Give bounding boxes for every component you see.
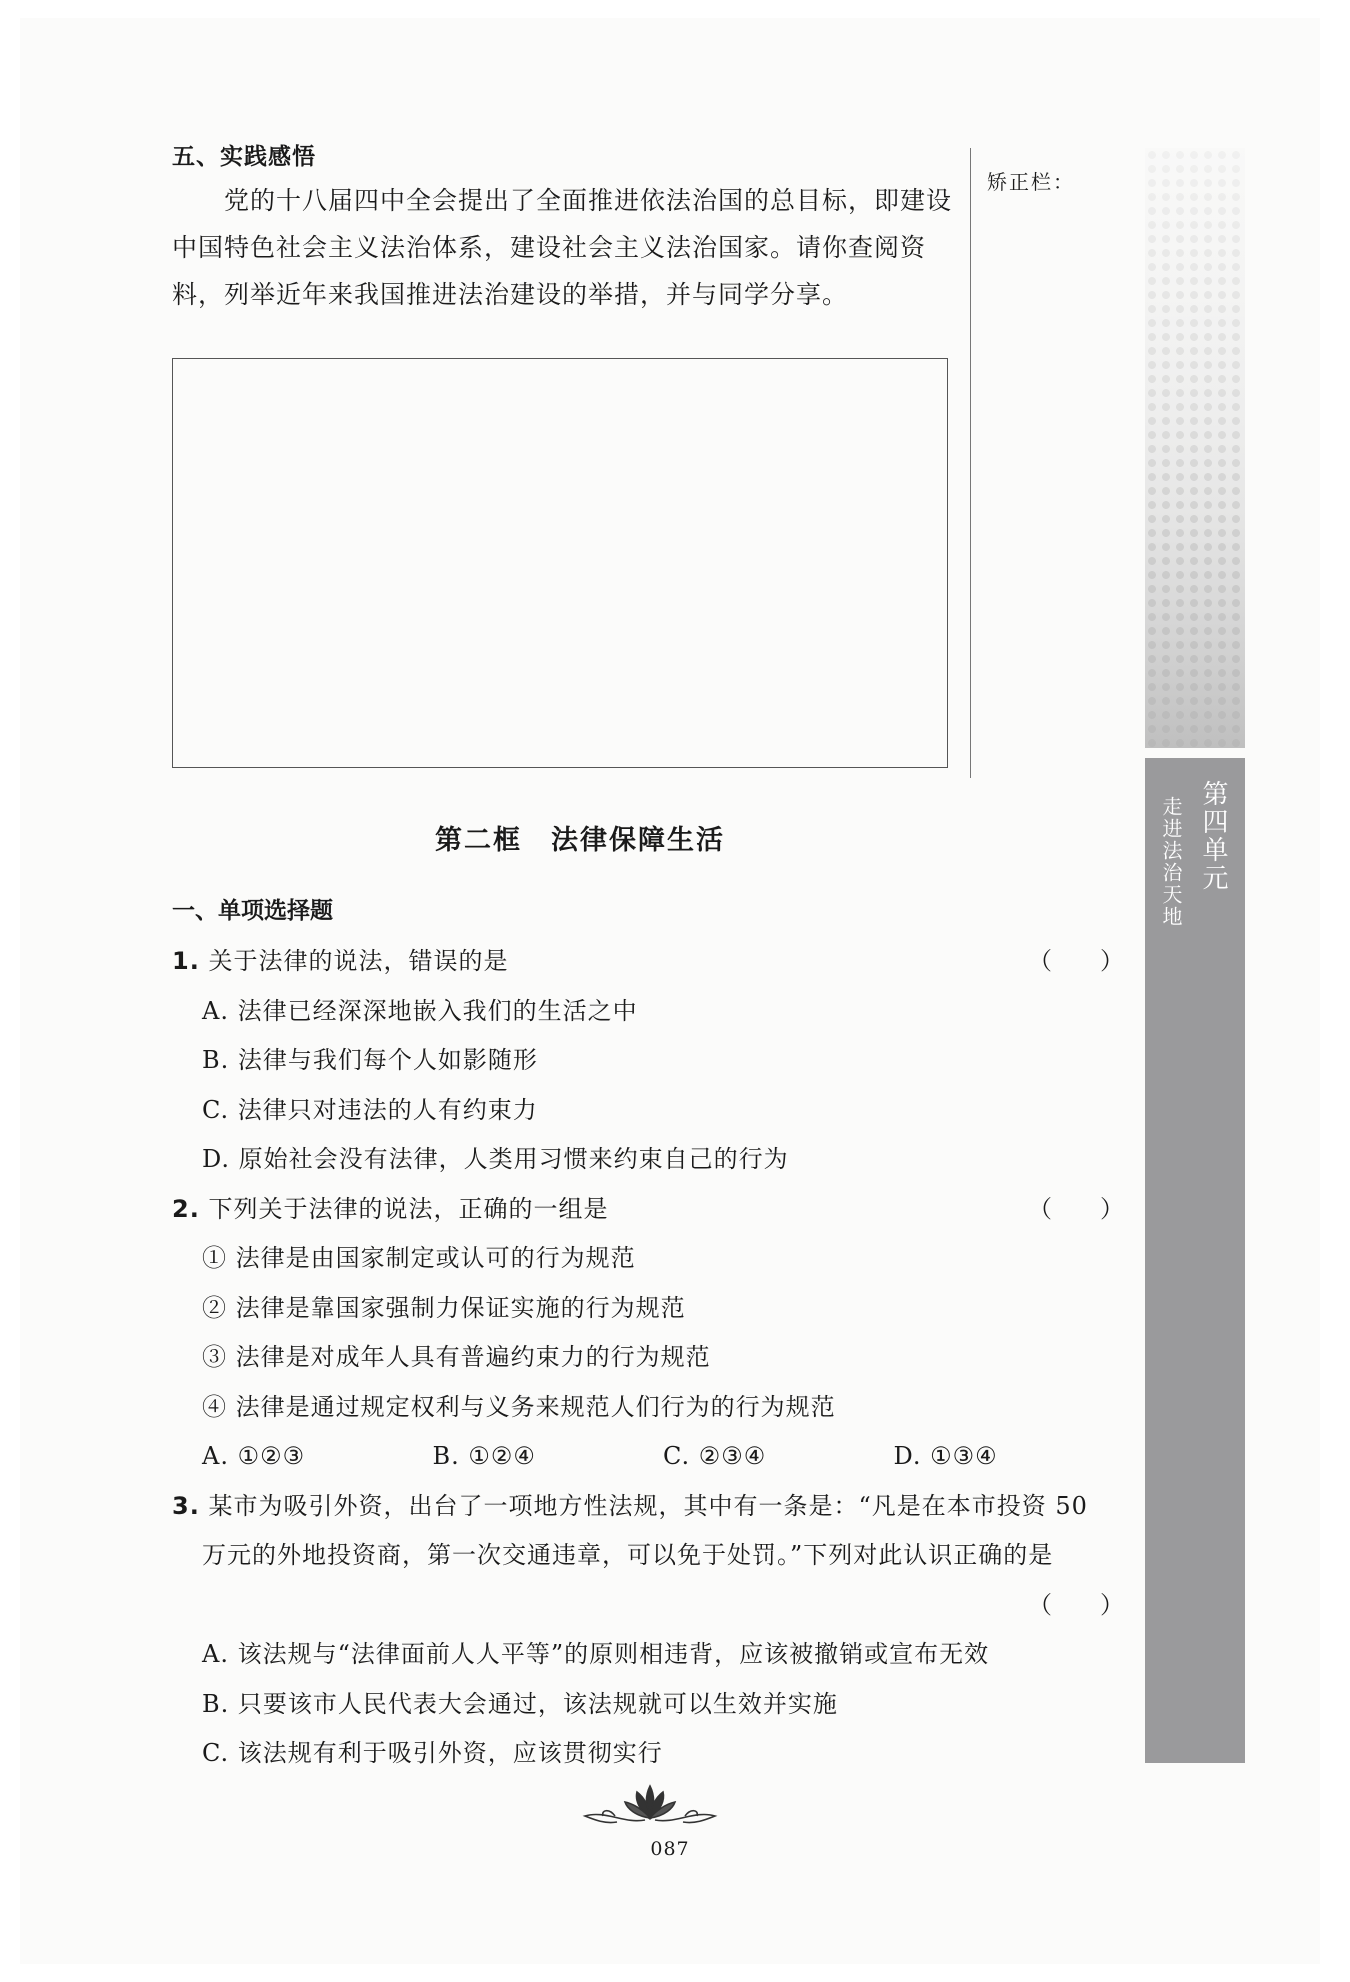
question-1-stem — [172, 937, 1124, 987]
question-1-option-d: D. 原始社会没有法律，人类用习惯来约束自己的行为 — [202, 1145, 789, 1173]
unit-tab — [1145, 758, 1245, 1763]
question-1-option-c: C. 法律只对违法的人有约束力 — [202, 1095, 538, 1124]
practice-paragraph: 党的十八届四中全会提出了全面推进依法治国的总目标，即建设中国特色社会主义法治体系，建设社会主义法治国家。请你查阅资料，列举近年来我国推进法治建设的举措，并与同学分享。 — [172, 186, 953, 309]
question-2-choice-a: A. ①②③ — [202, 1442, 306, 1470]
question-3-number: 3. — [172, 1491, 200, 1520]
question-1-text: 关于法律的说法，错误的是 — [208, 947, 509, 975]
question-2-answer-bracket[interactable]: （ ） — [1028, 1194, 1124, 1223]
question-2-choice-b: B. ①②④ — [432, 1442, 536, 1470]
chapter-title: 第二框 法律保障生活 — [435, 825, 725, 856]
practice-heading: 五、实践感悟 — [172, 144, 316, 170]
question-1-option-b: B. 法律与我们每个人如影随形 — [202, 1046, 538, 1074]
lotus-flourish-ornament-icon — [575, 1780, 725, 1830]
question-3-option-c: C. 该法规有利于吸引外资，应该贯彻实行 — [202, 1739, 663, 1767]
question-3-stem-line-2: 万元的外地投资商，第一次交通违章，可以免于处罚。”下列对此认识正确的是 — [202, 1541, 1054, 1569]
question-2-choice-d: D. ①③④ — [893, 1442, 998, 1470]
section-heading: 一、单项选择题 — [172, 898, 333, 924]
question-1-number: 1. — [172, 947, 200, 975]
correction-label: 矫正栏： — [987, 170, 1075, 194]
question-2-choices — [172, 1432, 1124, 1482]
question-2-number: 2. — [172, 1194, 200, 1223]
page-number: 087 — [650, 1838, 690, 1860]
question-2-item-1: ① 法律是由国家制定或认可的行为规范 — [202, 1244, 636, 1272]
question-3-option-b: B. 只要该市人民代表大会通过，该法规就可以生效并实施 — [202, 1689, 838, 1718]
question-area — [172, 892, 1124, 1779]
question-2-item-4: ④ 法律是通过规定权利与义务来规范人们行为的行为规范 — [202, 1392, 836, 1421]
answer-box[interactable] — [172, 358, 948, 768]
question-2-item-2: ② 法律是靠国家强制力保证实施的行为规范 — [202, 1293, 686, 1322]
correction-column — [970, 148, 1120, 778]
question-3-text-1: 某市为吸引外资，出台了一项地方性法规，其中有一条是：“凡是在本市投资 50 — [208, 1491, 1088, 1520]
question-1-answer-bracket[interactable]: （ ） — [1028, 947, 1124, 975]
unit-subtitle: 走进法治天地 — [1159, 796, 1183, 928]
question-3-stem-line-1 — [172, 1482, 1124, 1532]
question-3-option-a: A. 该法规与“法律面前人人平等”的原则相违背，应该被撤销或宣布无效 — [202, 1640, 990, 1668]
question-2-item-3: ③ 法律是对成年人具有普遍约束力的行为规范 — [202, 1343, 711, 1371]
unit-title: 第四单元 — [1198, 780, 1228, 892]
question-1-option-a: A. 法律已经深深地嵌入我们的生活之中 — [202, 996, 638, 1025]
page — [20, 18, 1320, 1964]
question-3-answer-bracket[interactable]: （ ） — [1028, 1590, 1124, 1619]
question-2-stem — [172, 1185, 1124, 1235]
question-2-text: 下列关于法律的说法，正确的一组是 — [208, 1194, 609, 1223]
question-2-choice-c: C. ②③④ — [663, 1442, 767, 1470]
halftone-decoration — [1145, 148, 1245, 748]
